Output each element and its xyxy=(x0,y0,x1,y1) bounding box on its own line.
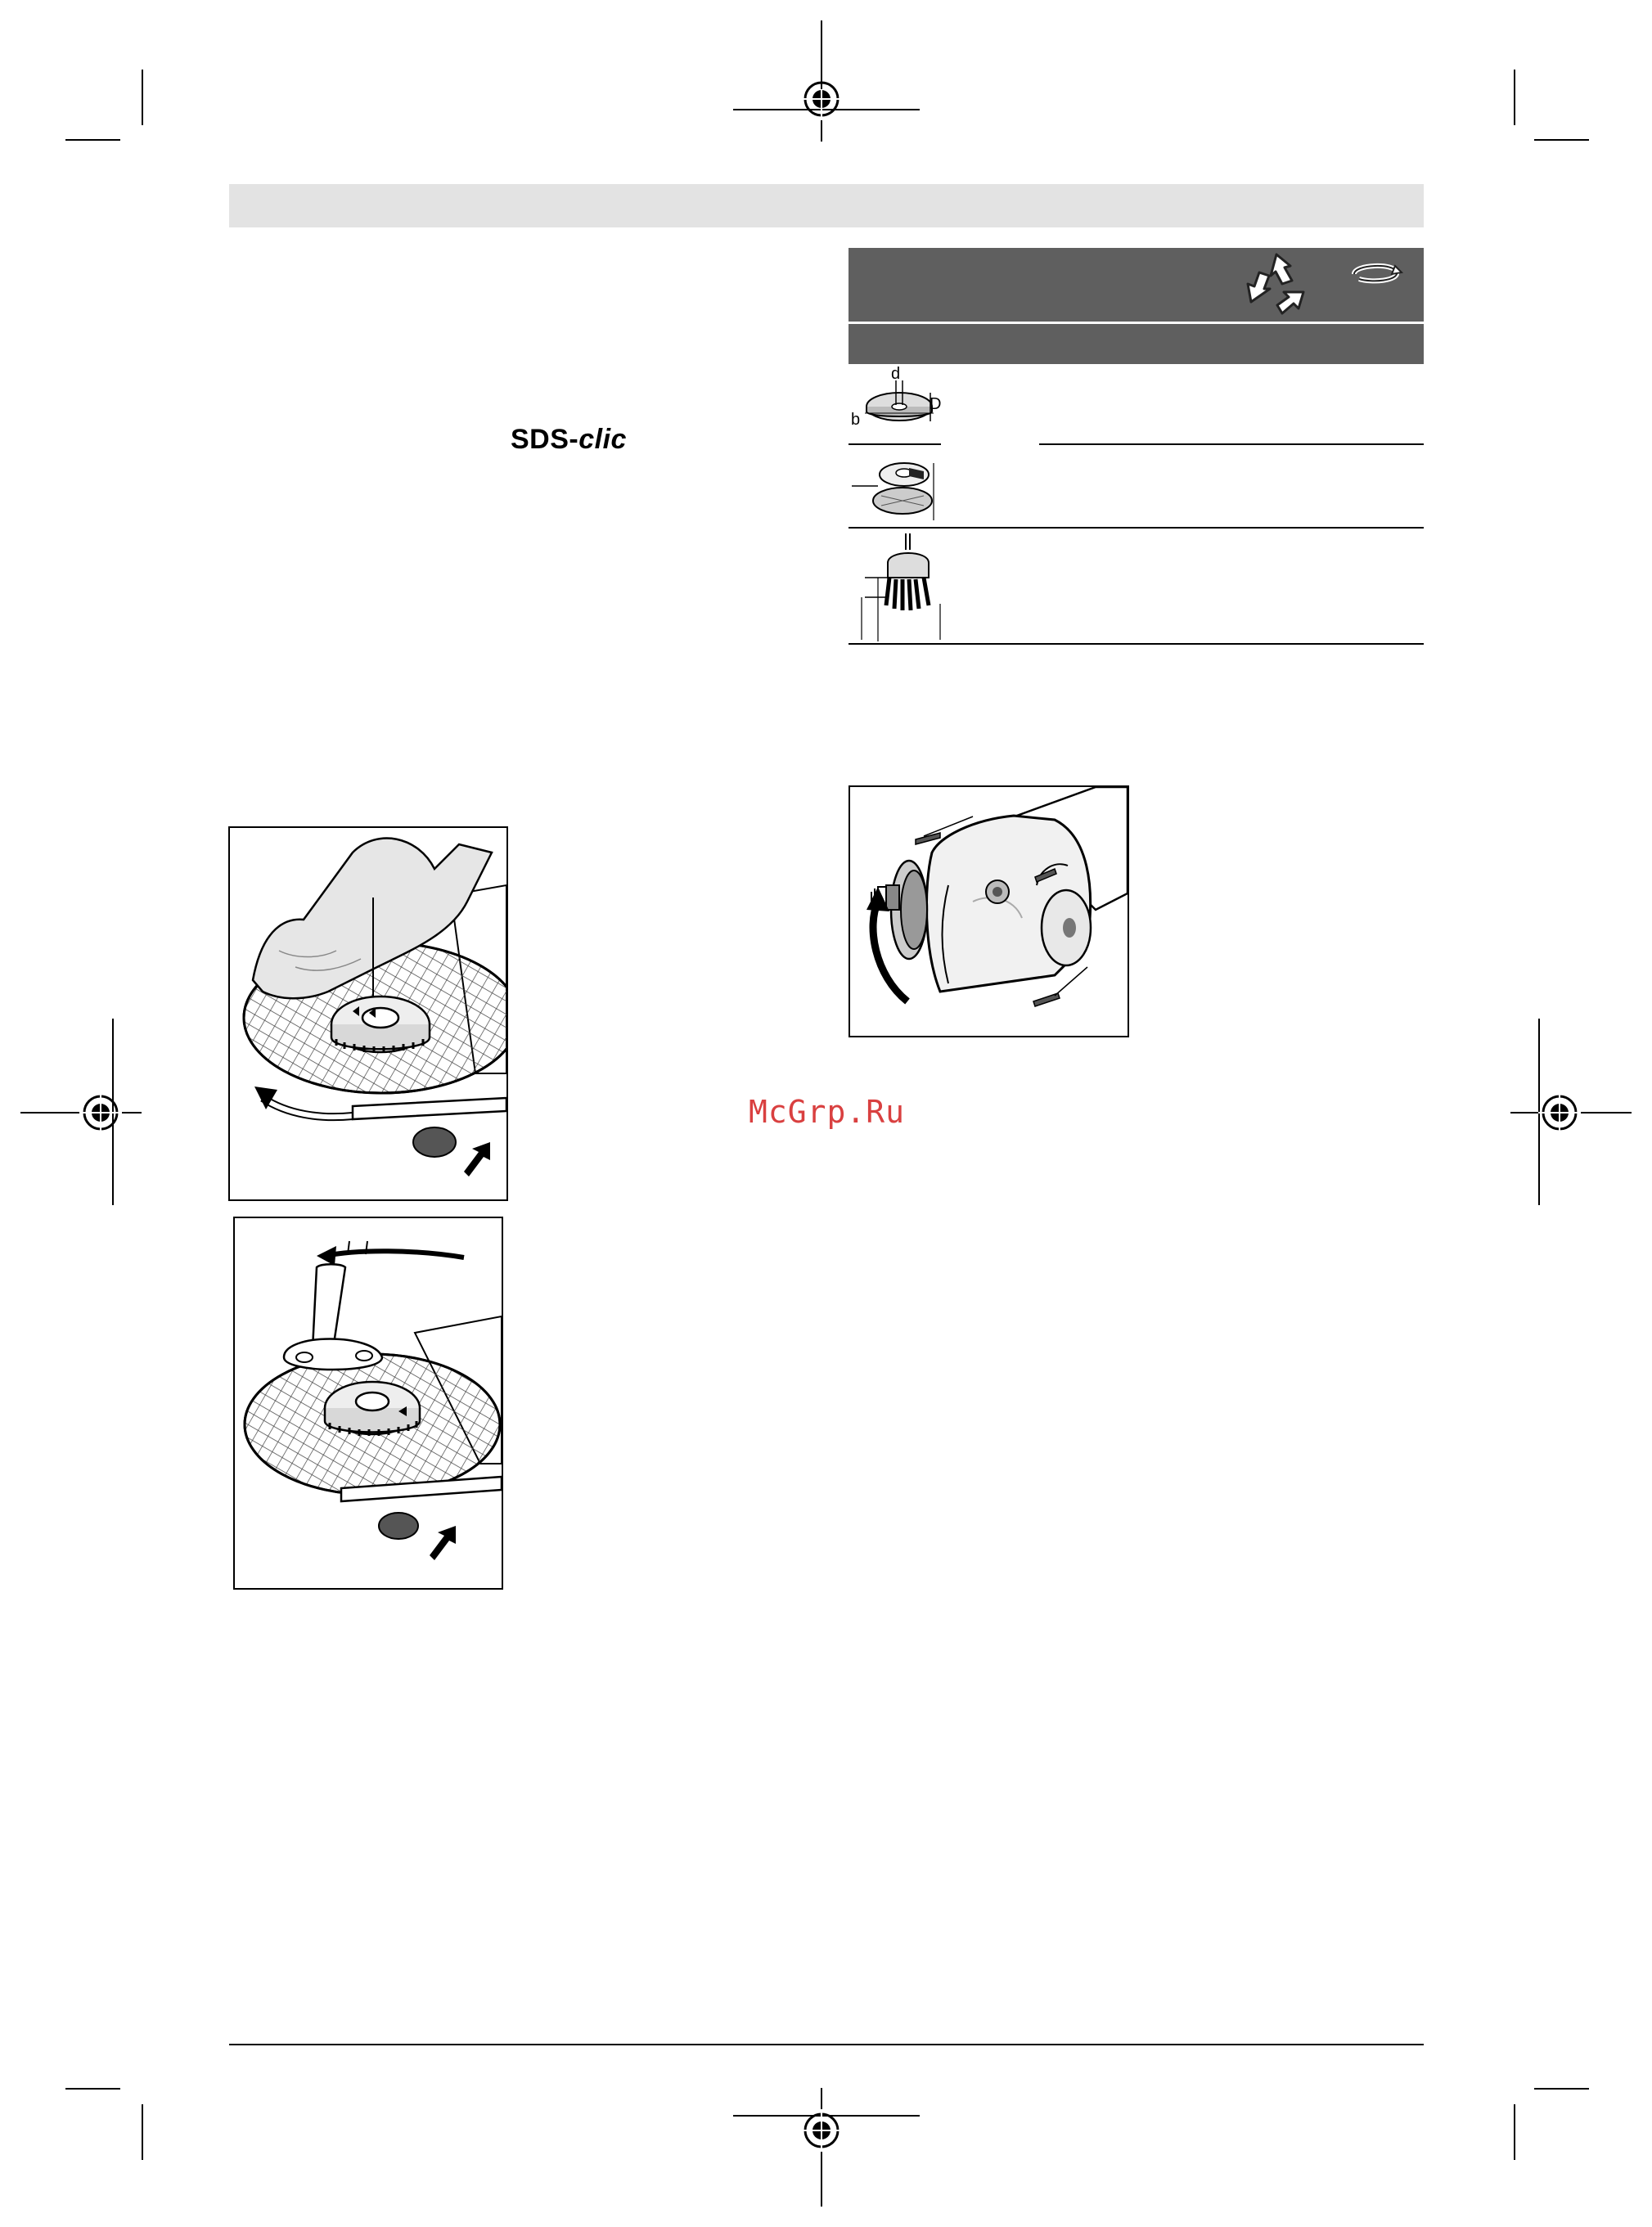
page-header-bar xyxy=(229,184,1424,227)
table-header xyxy=(849,248,1424,322)
registration-mark-top xyxy=(800,78,843,120)
crop-mark xyxy=(1514,2104,1515,2160)
crop-mark xyxy=(142,2104,143,2160)
table-subheader xyxy=(849,324,1424,364)
sds-logo-suffix: clic xyxy=(578,424,627,455)
watermark: McGrp.Ru xyxy=(749,1094,906,1130)
dimension-label-D: D xyxy=(930,395,942,413)
figure-disc-loosening-wrench xyxy=(233,1217,503,1590)
wire-cup-brush-icon xyxy=(849,530,951,641)
crop-mark xyxy=(1534,2088,1589,2090)
registration-mark-left xyxy=(79,1091,122,1134)
disc-mounting-hand-illustration xyxy=(230,828,506,1199)
sds-clic-logo xyxy=(511,424,627,456)
dimension-label-d: d xyxy=(891,365,901,383)
gear-head-rotation-illustration xyxy=(850,787,1128,1036)
table-row-divider xyxy=(849,643,1424,645)
crop-mark xyxy=(142,70,143,125)
sds-logo-prefix: SDS- xyxy=(511,424,579,455)
table-row-divider xyxy=(849,443,1424,445)
crop-mark xyxy=(65,139,120,141)
figure-gear-head-rotation xyxy=(849,785,1129,1037)
figure-disc-mounting-hand xyxy=(228,826,508,1201)
crop-mark xyxy=(65,2088,120,2090)
table-row-divider xyxy=(849,527,1424,529)
recycle-arrows-icon xyxy=(1240,250,1313,320)
crop-mark xyxy=(1514,70,1515,125)
crop-mark xyxy=(1534,139,1589,141)
registration-mark-right xyxy=(1538,1091,1581,1134)
disc-loosening-wrench-illustration xyxy=(235,1218,502,1588)
page-footer-rule xyxy=(229,2044,1424,2045)
dimension-label-b: b xyxy=(851,411,861,429)
flap-disc-icon xyxy=(849,447,951,525)
rotation-arrow-icon xyxy=(1348,256,1405,289)
registration-mark-bottom xyxy=(800,2109,843,2152)
table-row-divider-short xyxy=(941,443,1039,445)
